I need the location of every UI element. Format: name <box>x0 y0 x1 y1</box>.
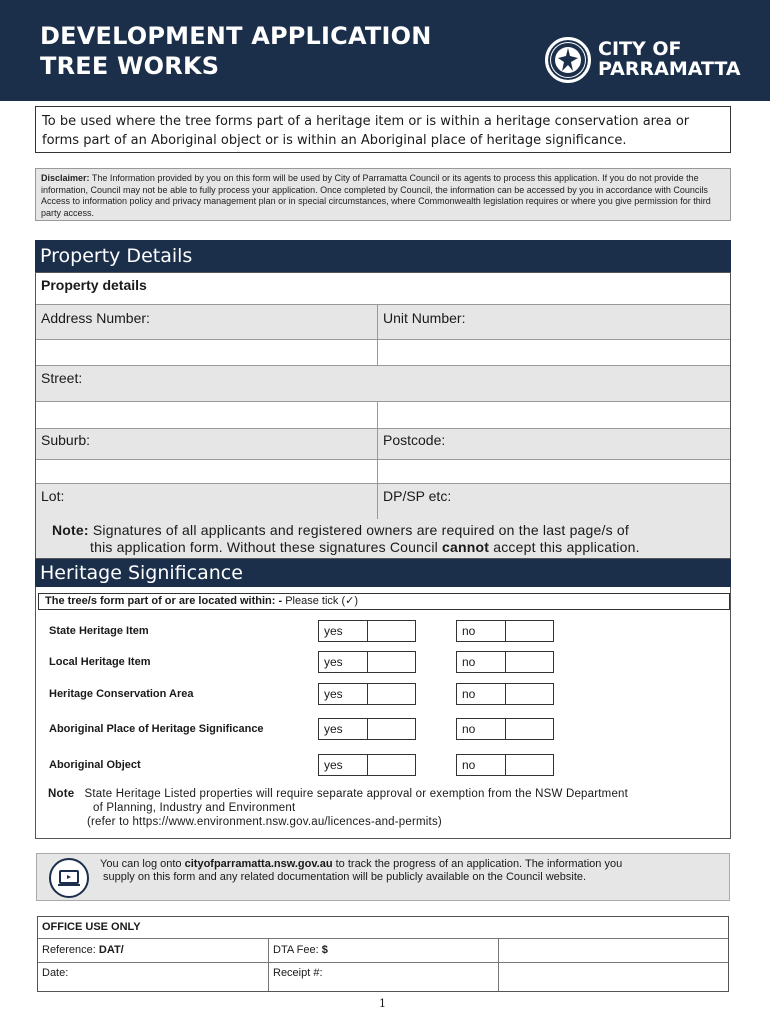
page-number: 1 <box>379 997 386 1010</box>
state-heritage-no: no <box>456 620 553 642</box>
council-logo-icon <box>545 37 591 83</box>
office-blank-1[interactable] <box>499 939 728 962</box>
postcode-label: Postcode: <box>378 429 730 460</box>
heritage-item-label: Heritage Conservation Area <box>49 688 194 700</box>
dta-fee-cell: DTA Fee: $ <box>269 939 499 962</box>
local-heritage-yes: yes <box>318 651 415 673</box>
office-use-title: OFFICE USE ONLY <box>38 917 728 939</box>
unit-number-field[interactable] <box>378 340 730 366</box>
receipt-cell: Receipt #: <box>269 963 499 991</box>
signature-note: Note: Signatures of all applicants and registered owners are required on the last page/s of this application form. Without these signatures Council cannot accept this application. <box>35 519 731 559</box>
tracking-info-box <box>36 853 730 901</box>
conservation-area-yes-checkbox[interactable] <box>367 683 416 705</box>
heritage-table <box>35 587 731 839</box>
street-field[interactable] <box>36 402 378 429</box>
page-header <box>0 0 770 101</box>
date-cell: Date: <box>38 963 269 991</box>
aboriginal-place-yes-checkbox[interactable] <box>367 718 416 740</box>
section-heritage-significance: Heritage Significance <box>35 559 731 587</box>
laptop-icon <box>49 858 89 898</box>
tracking-info-text: You can log onto cityofparramatta.nsw.gov.au to track the progress of an application. The information you supply on this form and any related documentation will be publicly available on the Council website. <box>100 858 623 883</box>
office-blank-2[interactable] <box>499 963 728 991</box>
intro-text: To be used where the tree forms part of a heritage item or is within a heritage conservation area or forms part of an Aboriginal object or is within an Aboriginal place of heritage significance. <box>35 106 731 153</box>
reference-cell: Reference: DAT/ <box>38 939 269 962</box>
conservation-area-no: no <box>456 683 553 705</box>
postcode-field[interactable] <box>378 460 730 484</box>
heritage-item-label: Aboriginal Place of Heritage Significance <box>49 723 264 735</box>
street-field-continued[interactable] <box>378 402 730 429</box>
aboriginal-place-no: no <box>456 718 553 740</box>
address-number-field[interactable] <box>36 340 378 366</box>
office-row-1 <box>38 939 728 963</box>
aboriginal-object-no-checkbox[interactable] <box>505 754 554 776</box>
property-subtitle: Property details <box>36 273 730 305</box>
local-heritage-no-checkbox[interactable] <box>505 651 554 673</box>
office-use-table <box>37 916 729 992</box>
heritage-note: Note State Heritage Listed properties will require separate approval or exemption from the NSW Department of Planning, Industry and Environment (refer to https://www.environment.nsw.gov.au/licences-and-permits) <box>48 788 629 828</box>
aboriginal-place-yes: yes <box>318 718 415 740</box>
state-heritage-no-checkbox[interactable] <box>505 620 554 642</box>
aboriginal-object-yes-checkbox[interactable] <box>367 754 416 776</box>
disclaimer: Disclaimer: The Information provided by you on this form will be used by City of Parramatta Council or its agents to process this application. If you do not provide the information, Council may not be able to fully process your application. Once completed by Council, the information can be accessed by you in accordance with Councils Access to information policy and privacy management plan or in special circumstances, where Commonwealth legislation requires or where you give permission for third party access. <box>35 168 731 221</box>
street-label: Street: <box>36 366 730 402</box>
state-heritage-yes-checkbox[interactable] <box>367 620 416 642</box>
section-property-details: Property Details <box>35 240 731 272</box>
council-logo-text: CITY OF PARRAMATTA <box>598 38 741 80</box>
state-heritage-yes: yes <box>318 620 415 642</box>
unit-number-label: Unit Number: <box>378 305 730 340</box>
office-row-2 <box>38 963 728 991</box>
address-number-label: Address Number: <box>36 305 378 340</box>
form-title: DEVELOPMENT APPLICATION TREE WORKS <box>40 22 432 80</box>
suburb-field[interactable] <box>36 460 378 484</box>
property-details-table <box>35 272 731 519</box>
aboriginal-object-no: no <box>456 754 553 776</box>
council-website-link[interactable]: cityofparramatta.nsw.gov.au <box>184 858 333 870</box>
aboriginal-place-no-checkbox[interactable] <box>505 718 554 740</box>
tick-prompt: The tree/s form part of or are located within: - Please tick (✓) <box>38 593 730 610</box>
conservation-area-yes: yes <box>318 683 415 705</box>
heritage-item-label: State Heritage Item <box>49 625 149 637</box>
dpsp-label: DP/SP etc: <box>378 484 730 519</box>
suburb-label: Suburb: <box>36 429 378 460</box>
local-heritage-yes-checkbox[interactable] <box>367 651 416 673</box>
heritage-item-label: Aboriginal Object <box>49 759 141 771</box>
lot-label: Lot: <box>36 484 378 519</box>
heritage-item-label: Local Heritage Item <box>49 656 151 668</box>
aboriginal-object-yes: yes <box>318 754 415 776</box>
local-heritage-no: no <box>456 651 553 673</box>
conservation-area-no-checkbox[interactable] <box>505 683 554 705</box>
